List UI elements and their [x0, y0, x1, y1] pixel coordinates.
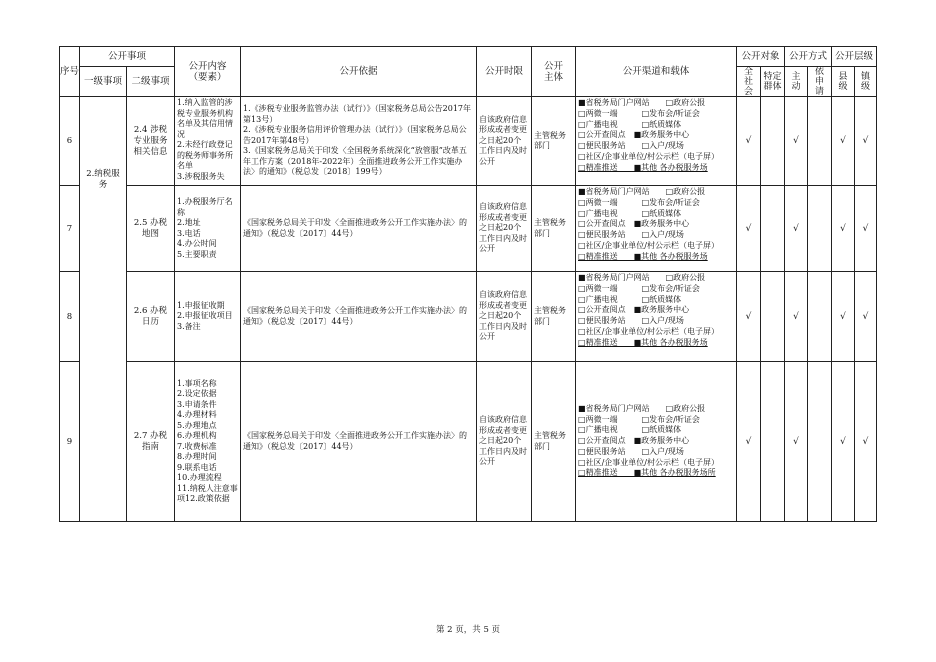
channel-item: □两微一端 □发布会/听证会 — [578, 108, 700, 118]
check-specific-group — [761, 362, 785, 522]
check-specific-group — [761, 97, 785, 186]
table-row — [60, 362, 877, 522]
channel-item: ■省税务局门户网站 □政府公报 — [578, 403, 706, 413]
time-limit-cell — [477, 97, 532, 186]
check-town: √ — [855, 362, 877, 522]
channel-item: □社区/企事业单位/村公示栏（电子屏） — [578, 240, 719, 250]
header-all-society — [737, 67, 761, 97]
header-town-text: 镇级 — [861, 71, 871, 92]
check-town: √ — [855, 272, 877, 362]
check-town: √ — [855, 97, 877, 186]
channel-item: □社区/企事业单位/村公示栏（电子屏） — [578, 326, 719, 336]
header-target-group: 公开对象 — [737, 47, 785, 67]
time-limit-text: 自该政府信息形成或者变更之日起20个工作日内及时公开 — [479, 415, 528, 467]
channel-item: □精准推送 ■其他 各办税服务场 — [578, 337, 708, 347]
time-limit-text: 自该政府信息形成或者变更之日起20个工作日内及时公开 — [479, 202, 528, 254]
check-on-request — [808, 272, 832, 362]
channel-cell — [576, 272, 737, 362]
header-on-request — [808, 67, 832, 97]
check-county: √ — [832, 272, 855, 362]
header-level2: 二级事项 — [127, 67, 175, 97]
header-basis: 公开依据 — [241, 47, 477, 97]
check-on-request — [808, 186, 832, 272]
channel-cell — [576, 186, 737, 272]
content-text: 1.申报征收期 2.申报征收项目 3.备注 — [177, 300, 233, 331]
channel-list — [578, 98, 734, 184]
disclosure-table — [59, 46, 877, 522]
channel-item: □公开查阅点 ■政务服务中心 — [578, 130, 690, 140]
time-limit-cell — [477, 362, 532, 522]
channel-item: □社区/企事业单位/村公示栏（电子屏） — [578, 151, 719, 161]
header-seq: 序号 — [60, 47, 80, 97]
check-proactive: √ — [785, 97, 808, 186]
row-seq: 9 — [60, 362, 80, 522]
row-seq: 6 — [60, 97, 80, 186]
header-on-request-text: 依申请 — [815, 67, 825, 97]
level2-text: 2.6 办税日历 — [133, 305, 168, 327]
content-text: 1.事项名称 2.设定依据 3.申请条件 4.办理材料 5.办理地点 6.办理机构 7.收费标准 8.办理时间 9.联系电话 10.办理流程 11.纳税人注意事项12.政策依据 — [177, 378, 238, 503]
channel-item: □公开查阅点 ■政务服务中心 — [578, 219, 690, 229]
content-cell — [175, 97, 241, 186]
check-town: √ — [855, 186, 877, 272]
content-text: 1.办税服务厅名称 2.地址 3.电话 4.办公时间 5.主要职责 — [177, 197, 233, 259]
header-time-limit: 公开时限 — [477, 47, 532, 97]
content-cell — [175, 362, 241, 522]
header-county — [832, 67, 855, 97]
check-proactive: √ — [785, 362, 808, 522]
header-method-group: 公开方式 — [785, 47, 832, 67]
subject-text: 主管税务部门 — [534, 130, 567, 150]
subject-cell — [532, 97, 576, 186]
row-seq: 8 — [60, 272, 80, 362]
check-specific-group — [761, 186, 785, 272]
level1-cell — [80, 97, 127, 522]
check-county: √ — [832, 97, 855, 186]
basis-cell — [241, 186, 477, 272]
basis-text: 《国家税务总局关于印发〈全面推进政务公开工作实施办法〉的通知》（税总发〔2017〕44号） — [243, 218, 468, 238]
channel-item: □广播电视 □纸质媒体 — [578, 425, 682, 435]
header-content — [175, 47, 241, 97]
header-proactive — [785, 67, 808, 97]
channel-item: □两微一端 □发布会/听证会 — [578, 197, 700, 207]
subject-cell — [532, 272, 576, 362]
channel-item: ■省税务局门户网站 □政府公报 — [578, 98, 706, 107]
header-specific-group — [761, 67, 785, 97]
page-footer: 第 2 页，共 5 页 — [435, 625, 501, 635]
subject-text: 主管税务部门 — [534, 431, 567, 451]
channel-item: □广播电视 □纸质媒体 — [578, 119, 682, 129]
channel-item: □便民服务站 □入户/现场 — [578, 141, 684, 151]
check-all-society: √ — [737, 362, 761, 522]
header-town — [855, 67, 877, 97]
channel-item: □两微一端 □发布会/听证会 — [578, 283, 700, 293]
time-limit-text: 自该政府信息形成或者变更之日起20个工作日内及时公开 — [479, 290, 528, 342]
header-proactive-text: 主动 — [791, 71, 801, 92]
header-content-line1: 公开内容 — [188, 60, 227, 72]
time-limit-cell — [477, 272, 532, 362]
channel-item: □两微一端 □发布会/听证会 — [578, 414, 700, 424]
subject-text: 主管税务部门 — [534, 218, 567, 238]
row-seq: 7 — [60, 186, 80, 272]
subject-cell — [532, 362, 576, 522]
time-limit-text: 自该政府信息形成或者变更之日起20个工作日内及时公开 — [479, 114, 528, 166]
level2-text: 2.7 办税指南 — [133, 430, 168, 452]
header-all-society-text: 全社会 — [744, 67, 754, 97]
channel-item: □公开查阅点 ■政务服务中心 — [578, 436, 690, 446]
header-tier-group: 公开层级 — [832, 47, 877, 67]
channel-item: □广播电视 □纸质媒体 — [578, 208, 682, 218]
time-limit-cell — [477, 186, 532, 272]
check-all-society: √ — [737, 97, 761, 186]
level2-text: 2.4 涉税专业服务相关信息 — [133, 124, 168, 157]
basis-text: 《国家税务总局关于印发〈全面推进政务公开工作实施办法〉的通知》（税总发〔2017〕44号） — [243, 431, 468, 451]
content-cell — [175, 186, 241, 272]
channel-item: □精准推送 ■其他 各办税服务场 — [578, 251, 708, 261]
channel-list — [578, 187, 734, 270]
table-row — [60, 97, 877, 186]
channel-list — [578, 273, 734, 360]
basis-cell — [241, 362, 477, 522]
level2-cell — [127, 186, 175, 272]
check-proactive: √ — [785, 186, 808, 272]
subject-text: 主管税务部门 — [534, 306, 567, 326]
channel-cell — [576, 97, 737, 186]
channel-item: □精准推送 ■其他 各办税服务场所 — [578, 468, 716, 478]
check-county: √ — [832, 362, 855, 522]
channel-item: □便民服务站 □入户/现场 — [578, 446, 684, 456]
basis-text: 1.《涉税专业服务监管办法（试行）》（国家税务总局公告2017年第13号） 2.《涉税专业服务信用评价管理办法（试行）》（国家税务总局公告2017年第48号） 3.《国家税务总局关于印发〈全国税务系统深化“放管服”改革五年工作方案（2018年-2022年）全面推进政务公开工作实施办法〉的通知》（税总发〔2018〕199号） — [243, 104, 472, 177]
channel-item: □便民服务站 □入户/现场 — [578, 230, 684, 240]
channel-list — [578, 404, 734, 480]
header-channel: 公开渠道和载体 — [576, 47, 737, 97]
check-on-request — [808, 97, 832, 186]
header-level1: 一级事项 — [80, 67, 127, 97]
channel-item: □广播电视 □纸质媒体 — [578, 294, 682, 304]
check-proactive: √ — [785, 272, 808, 362]
level2-cell — [127, 362, 175, 522]
level1-text: 2.纳税服务 — [86, 169, 120, 190]
check-specific-group — [761, 272, 785, 362]
check-on-request — [808, 362, 832, 522]
basis-cell — [241, 97, 477, 186]
channel-item: □公开查阅点 ■政务服务中心 — [578, 305, 690, 315]
check-all-society: √ — [737, 272, 761, 362]
channel-item: ■省税务局门户网站 □政府公报 — [578, 187, 706, 196]
level2-cell — [127, 272, 175, 362]
header-content-line2: （要素） — [188, 71, 227, 83]
check-county: √ — [832, 186, 855, 272]
level2-text: 2.5 办税地图 — [133, 217, 168, 239]
check-all-society: √ — [737, 186, 761, 272]
basis-text: 《国家税务总局关于印发〈全面推进政务公开工作实施办法〉的通知》（税总发〔2017〕44号） — [243, 306, 468, 326]
channel-item: ■省税务局门户网站 □政府公报 — [578, 273, 706, 282]
header-subject — [532, 47, 576, 97]
header-county-text: 县级 — [838, 71, 848, 92]
basis-cell — [241, 272, 477, 362]
header-matter-group: 公开事项 — [80, 47, 175, 67]
header-subject-text: 公开主体 — [544, 60, 564, 83]
content-text: 1.纳入监管的涉税专业服务机构名单及其信用情况 2.未经行政登记的税务师事务所名单 3.涉税服务失 — [177, 98, 234, 181]
content-cell — [175, 272, 241, 362]
channel-item: □精准推送 ■其他 各办税服务场 — [578, 162, 708, 172]
channel-item: □社区/企事业单位/村公示栏（电子屏） — [578, 457, 719, 467]
header-specific-group-text: 特定群体 — [763, 71, 782, 92]
subject-cell — [532, 186, 576, 272]
table-row — [60, 272, 877, 362]
table-row — [60, 186, 877, 272]
level2-cell — [127, 97, 175, 186]
channel-item: □便民服务站 □入户/现场 — [578, 316, 684, 326]
channel-cell — [576, 362, 737, 522]
